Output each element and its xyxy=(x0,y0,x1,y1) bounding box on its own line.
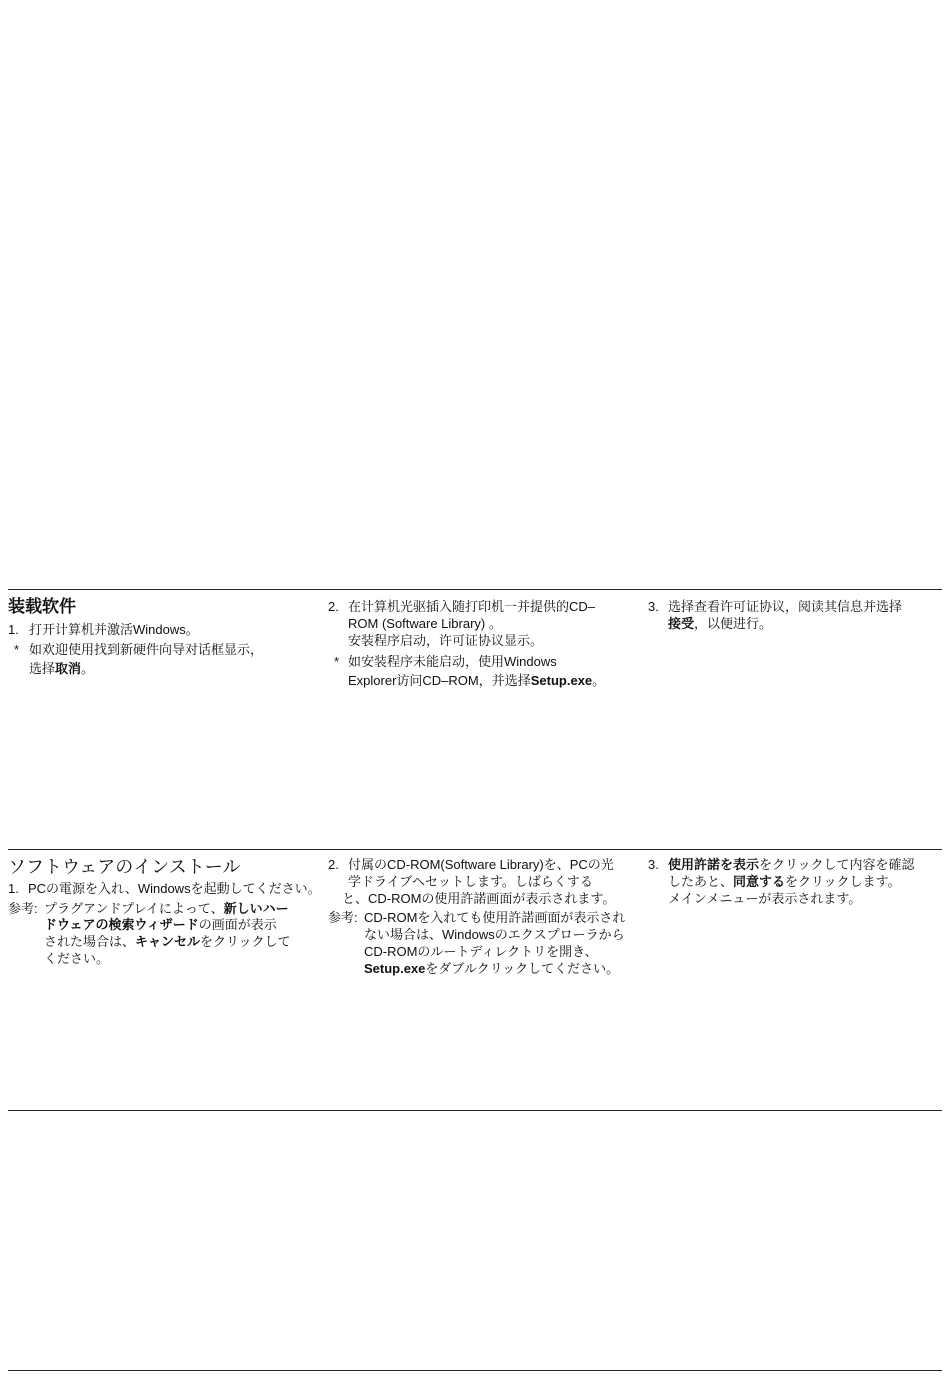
note-marker: 参考: xyxy=(328,910,358,925)
note-marker: * xyxy=(14,642,20,657)
step-1-note-line xyxy=(44,950,109,967)
step-2-note-line xyxy=(364,926,625,943)
step-1-line xyxy=(8,621,199,638)
section-divider xyxy=(8,1370,942,1371)
step-text: 学ドライブへセットします。しばらくする xyxy=(348,874,593,889)
step-1-note-line xyxy=(44,916,277,933)
note-text: ください。 xyxy=(44,951,110,966)
agree-term: 同意する xyxy=(733,874,786,889)
step-number: 3. xyxy=(648,599,659,614)
step-2-line xyxy=(348,632,543,649)
step-text: メインメニューが表示されます。 xyxy=(668,891,862,906)
show-license-term: 使用許諾を表示 xyxy=(668,857,760,872)
step-1-note-line xyxy=(14,641,263,658)
step-text: 付属のCD-ROM(Software Library)を、PCの光 xyxy=(348,857,614,872)
step-2-line xyxy=(348,615,502,632)
step-2-line xyxy=(342,890,615,907)
section-title: ソフトウェアのインストール xyxy=(8,857,241,877)
step-number: 2. xyxy=(328,857,339,872)
note-text: の画面が表示 xyxy=(198,917,277,932)
step-1-note-line xyxy=(44,933,291,950)
note-text: 。 xyxy=(592,673,606,688)
step-text: PCの電源を入れ、Windowsを起動してください。 xyxy=(28,881,321,896)
accept-term: 接受 xyxy=(668,616,695,631)
note-text: 。 xyxy=(81,661,95,676)
step-3-line xyxy=(668,615,772,632)
step-text: 选择查看许可证协议，阅读其信息并选择 xyxy=(668,599,903,614)
note-text: CD-ROMを入れても使用許諾画面が表示され xyxy=(364,910,626,925)
step-2-note-line xyxy=(364,960,619,977)
setup-exe-term: Setup.exe xyxy=(530,673,593,688)
step-text: ，以便进行。 xyxy=(694,616,773,631)
step-number: 1. xyxy=(8,881,19,896)
step-1-note-line xyxy=(8,900,289,917)
step-1-note-line xyxy=(29,660,94,677)
section-divider xyxy=(8,1110,942,1111)
section-title: 装载软件 xyxy=(8,597,76,616)
cancel-term: キャンセル xyxy=(135,934,201,949)
new-hardware-term: 新しいハー xyxy=(223,901,289,916)
step-2-line xyxy=(328,598,595,615)
step-number: 1. xyxy=(8,622,19,637)
section-divider xyxy=(8,589,942,590)
step-number: 2. xyxy=(328,599,339,614)
step-number: 3. xyxy=(648,857,659,872)
note-text: された場合は、 xyxy=(44,934,136,949)
new-hardware-term: ドウェアの検索ウィザード xyxy=(44,917,199,932)
note-text: Explorer访问CD–ROM，并选择 xyxy=(348,673,531,688)
note-text: をダブルクリックしてください。 xyxy=(425,961,620,976)
note-text: 选择 xyxy=(29,661,56,676)
note-marker: 参考: xyxy=(8,901,38,916)
note-text: 如欢迎使用找到新硬件向导对话框显示， xyxy=(29,642,264,657)
step-3-line xyxy=(668,890,861,907)
section-divider xyxy=(8,849,942,850)
step-3-line xyxy=(668,873,900,890)
step-2-note-line xyxy=(348,672,605,689)
step-2-note-line xyxy=(328,909,625,926)
step-1-line xyxy=(8,880,321,897)
step-text: したあと、 xyxy=(668,874,734,889)
step-3-line xyxy=(648,598,902,615)
step-text: をクリックします。 xyxy=(785,874,901,889)
step-2-line xyxy=(328,856,614,873)
note-text: をクリックして xyxy=(200,934,291,949)
step-2-note-line xyxy=(334,653,557,670)
step-text: と、CD-ROMの使用許諾画面が表示されます。 xyxy=(342,891,616,906)
step-text: 打开计算机并激活Windows。 xyxy=(29,622,199,637)
note-text: 如安装程序未能启动，使用Windows xyxy=(348,654,557,669)
note-marker: * xyxy=(334,654,340,669)
step-text: をクリックして内容を確認 xyxy=(759,857,915,872)
note-text: CD-ROMのルートディレクトリを開き、 xyxy=(364,944,598,959)
step-text: 安装程序启动，许可证协议显示。 xyxy=(348,633,544,648)
note-text: プラグアンドプレイによって、 xyxy=(44,901,224,916)
setup-exe-term: Setup.exe xyxy=(364,961,426,976)
step-3-line xyxy=(648,856,915,873)
step-2-line xyxy=(348,873,593,890)
note-text: ない場合は、Windowsのエクスプローラから xyxy=(364,927,625,942)
cancel-term: 取消 xyxy=(55,661,82,676)
step-text: ROM (Software Library) 。 xyxy=(348,616,502,631)
step-text: 在计算机光驱插入随打印机一并提供的CD– xyxy=(348,599,596,614)
step-2-note-line xyxy=(364,943,598,960)
